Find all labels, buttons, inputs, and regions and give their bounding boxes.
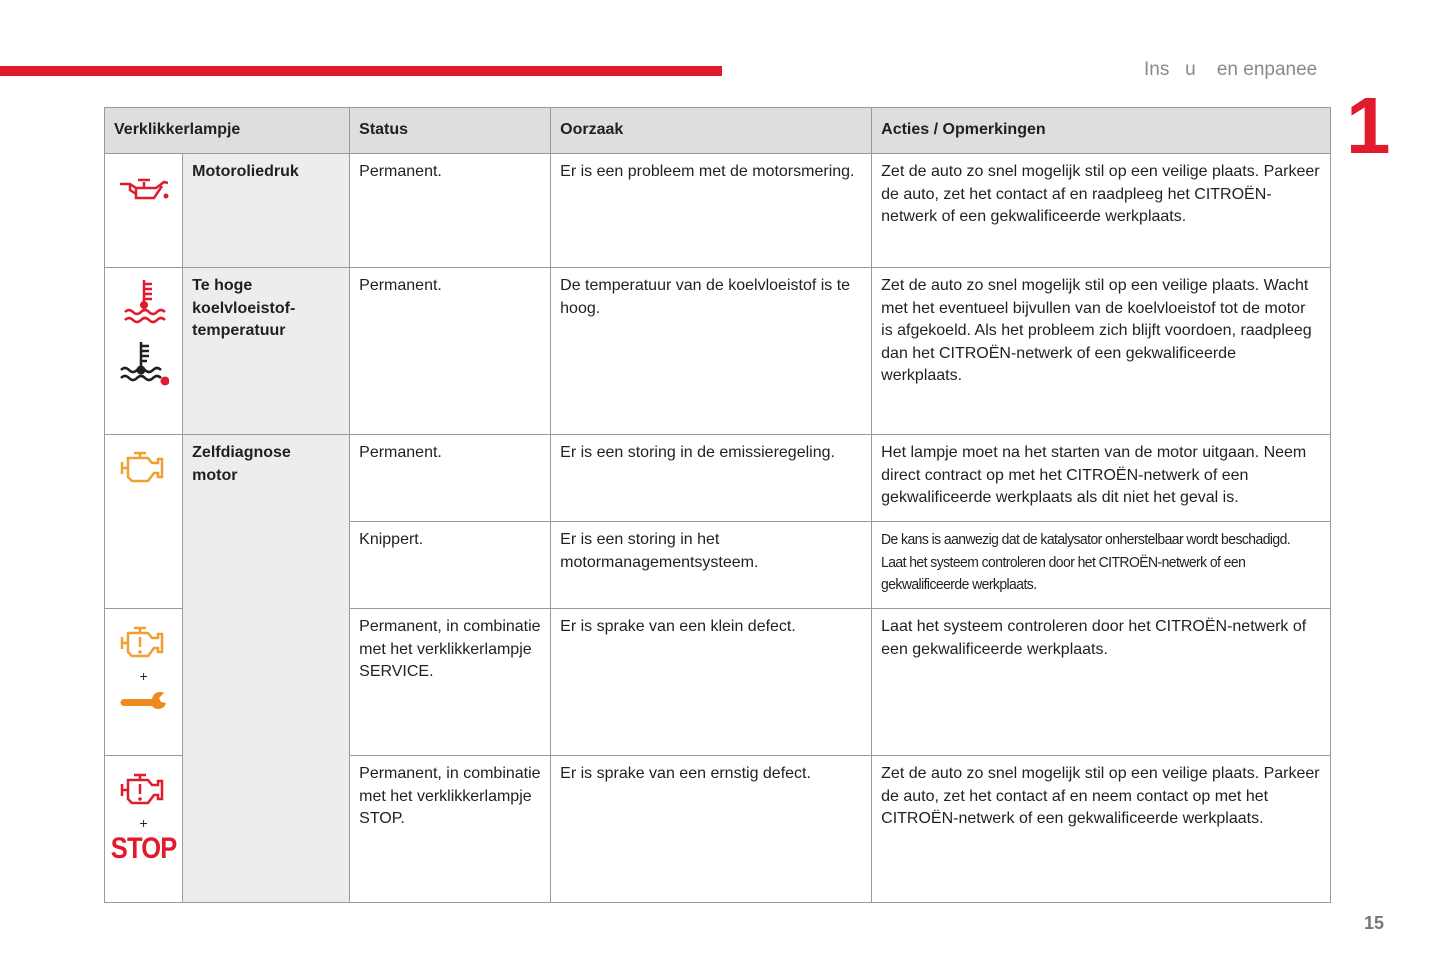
plus-sign: + [139,668,148,684]
table-row [105,435,1331,522]
action-cell: Zet de auto zo snel mogelijk stil op een veilige plaats. Parkeer de auto, zet het contact af en raadpleeg het CITROËN-netwerk of een gekwalificeerde werkplaats. [872,154,1331,268]
light-label: Zelfdiagnose motor [183,435,350,903]
action-cell: Laat het systeem controleren door het CITROËN-netwerk of een gekwalificeerde werkplaats. [872,609,1331,756]
icon-cell [105,756,183,903]
action-line: Laat het systeem controleren door het CITROËN-netwerk of een [881,553,1246,571]
cause-cell: De temperatuur van de koelvloeistof is te hoog. [551,268,872,435]
header-warning-light: Verklikkerlampje [105,108,350,154]
icon-cell [105,154,183,268]
plus-sign: + [139,815,148,831]
status-cell: Knippert. [350,522,551,609]
cause-cell: Er is sprake van een klein defect. [551,609,872,756]
action-line: De kans is aanwezig dat de katalysator onherstelbaar wordt beschadigd. [881,531,1291,548]
cause-cell: Er is een probleem met de motorsmering. [551,154,872,268]
icon-cell [105,435,183,609]
status-cell: Permanent, in combinatie met het verklikkerlampje STOP. [350,756,551,903]
stop-warning-icon: STOP [110,832,177,865]
oil-pressure-icon [116,172,172,212]
wrench-icon [120,691,168,713]
action-line: gekwalificeerde werkplaats. [881,576,1037,593]
cause-cell: Er is sprake van een ernstig defect. [551,756,872,903]
icon-cell [105,609,183,756]
warning-lights-table [104,107,1331,903]
light-label: Motoroliedruk [183,154,350,268]
engine-warning-icon [120,772,168,808]
table-row [105,154,1331,268]
engine-icon [120,450,168,486]
chapter-number: 1 [1346,81,1391,170]
cause-cell: Er is een storing in het motormanagementsysteem. [551,522,872,609]
status-cell: Permanent. [350,268,551,435]
cause-cell: Er is een storing in de emissieregeling. [551,435,872,522]
status-cell: Permanent. [350,154,551,268]
engine-warning-icon [120,625,168,661]
coolant-temperature-icon [119,276,169,396]
action-cell: Zet de auto zo snel mogelijk stil op een veilige plaats. Parkeer de auto, zet het contact af en neem contact op met het CITROËN-netwerk of een gekwalificeerde werkplaats. [872,756,1331,903]
header-actions: Acties / Opmerkingen [872,108,1331,154]
status-cell: Permanent, in combinatie met het verklikkerlampje SERVICE. [350,609,551,756]
action-cell: Zet de auto zo snel mogelijk stil op een veilige plaats. Wacht met het eventueel bijvullen van de koelvloeistof tot de motor is afgekoeld. Als het probleem zich blijft voordoen, raadpleeg dan het CITROËN-netwerk of een gekwalificeerde werkplaats. [872,268,1331,435]
status-cell: Permanent. [350,435,551,522]
header-red-bar [0,66,722,76]
light-label: Te hoge koelvloeistof-temperatuur [183,268,350,435]
action-cell: Het lampje moet na het starten van de motor uitgaan. Neem direct contract op met het CITROËN-netwerk of een gekwalificeerde werkplaats als dit niet het geval is. [872,435,1331,522]
table-header-row [105,108,1331,154]
section-title: Ins u en enpanee [1144,59,1318,80]
table-row [105,268,1331,435]
icon-cell [105,268,183,435]
page-number: 15 [1364,913,1385,933]
header-status: Status [350,108,551,154]
header-cause: Oorzaak [551,108,872,154]
action-cell [872,522,1331,609]
